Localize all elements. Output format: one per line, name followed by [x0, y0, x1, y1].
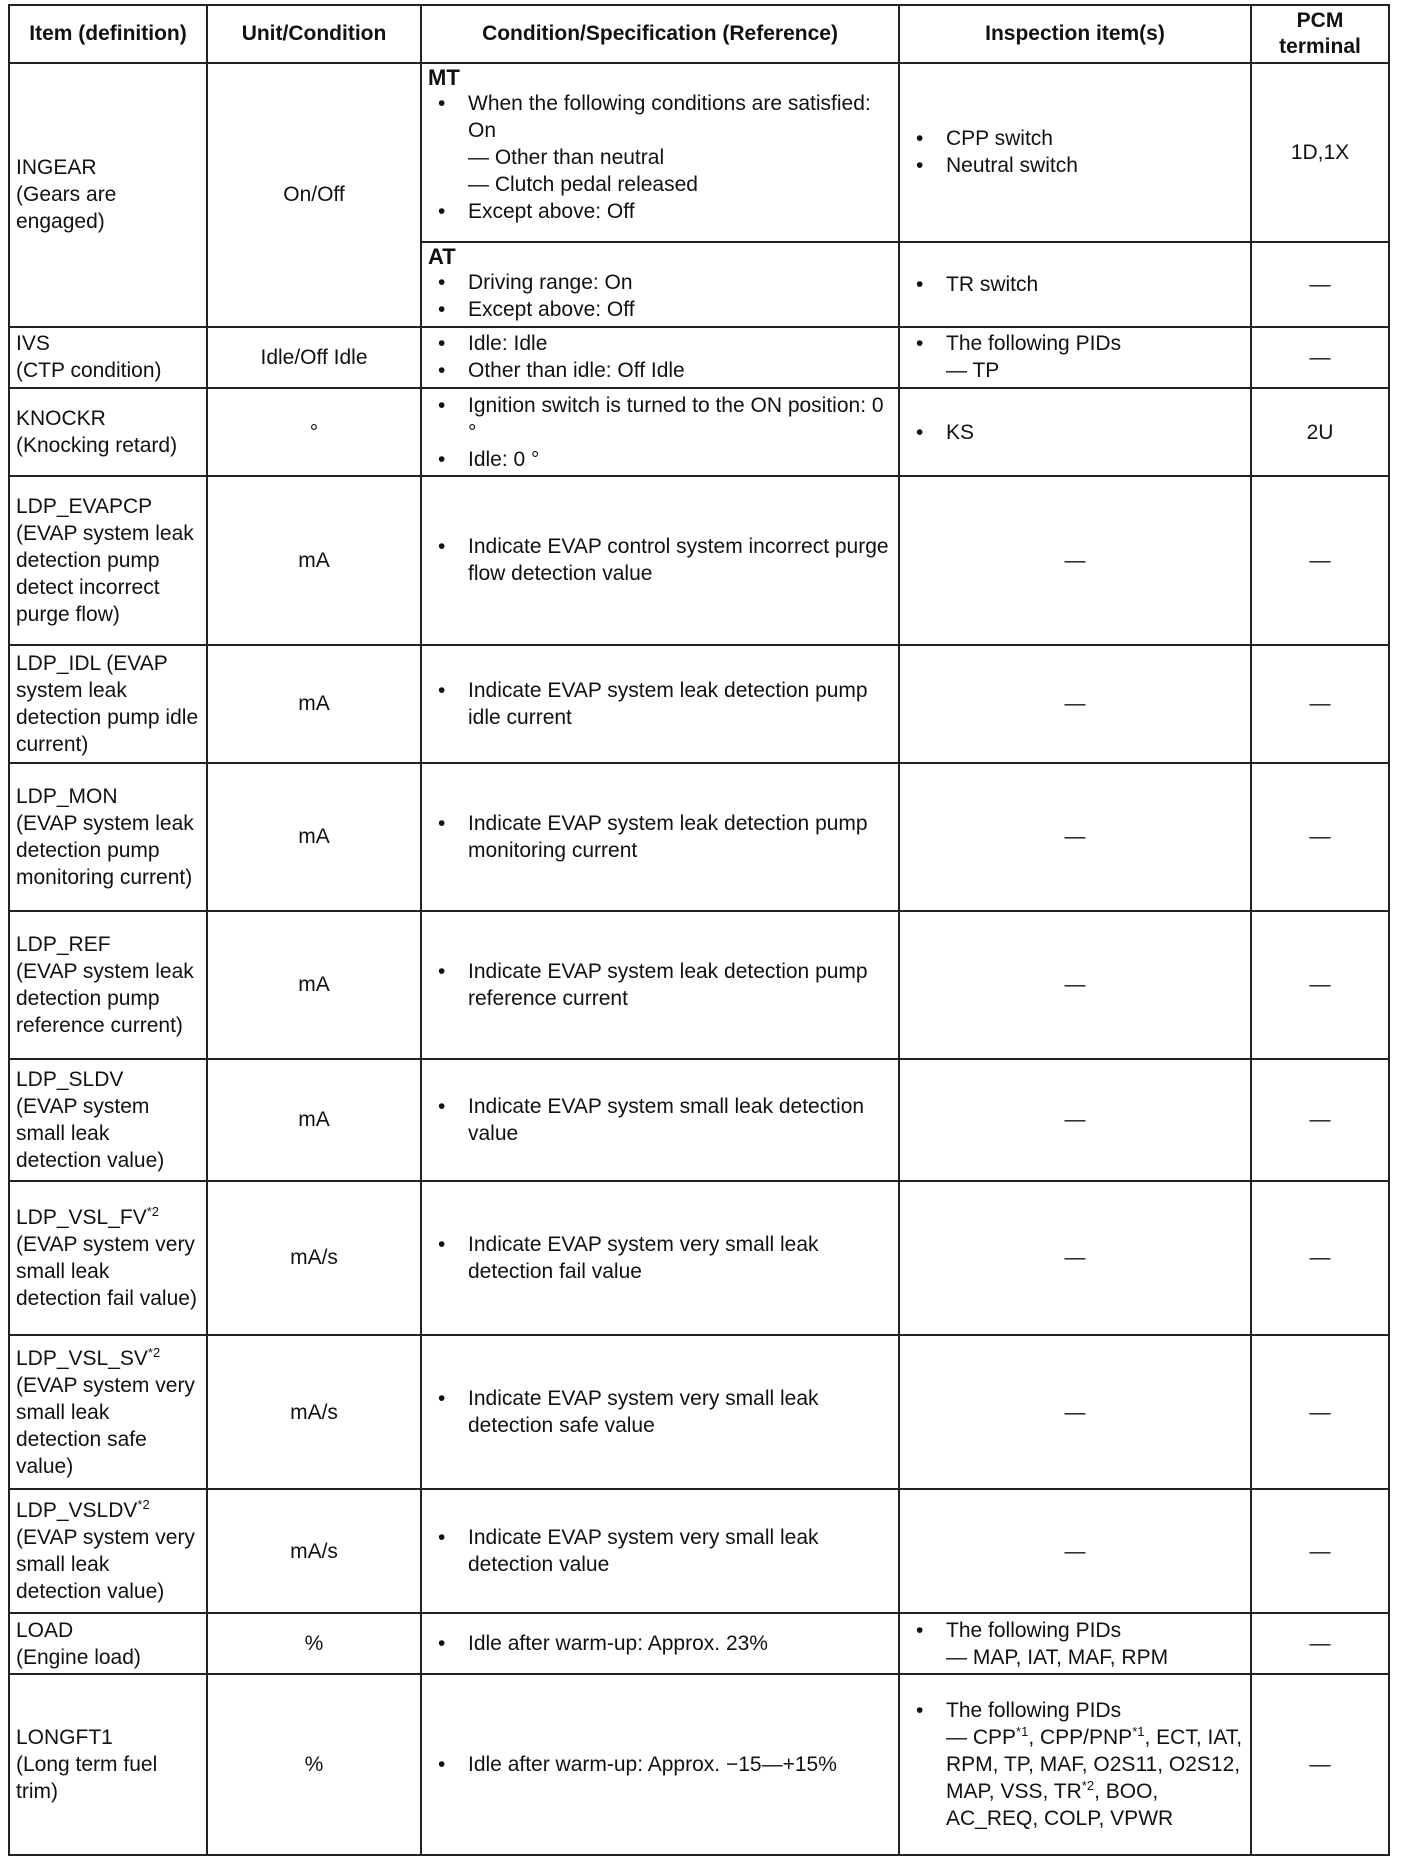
bullet-item: • Idle: 0 ° [428, 446, 892, 473]
condition-load [421, 1613, 899, 1674]
pcm-ldp-mon: — [1251, 763, 1389, 911]
table-row [9, 1674, 1389, 1855]
item-definition: (EVAP system very small leak detection fail value) [16, 1232, 197, 1310]
bullet-item: • Indicate EVAP system very small leak detection safe value [428, 1385, 892, 1439]
table-row [9, 1489, 1389, 1613]
inspection-ldp-idl: — [899, 645, 1251, 763]
table-row [9, 911, 1389, 1059]
condition-ldp-idl [421, 645, 899, 763]
bullet-item: • KS [906, 419, 1244, 446]
pcm-ldp-idl: — [1251, 645, 1389, 763]
table-row [9, 63, 1389, 242]
unit-ivs: Idle/Off Idle [207, 327, 421, 388]
bullet-item: • Except above: Off [428, 198, 892, 225]
unit-ldp-vsl-sv: mA/s [207, 1335, 421, 1489]
sub-item: — Clutch pedal released [468, 173, 698, 196]
item-ldp-vsl-fv [9, 1181, 207, 1335]
item-longft1: LONGFT1 (Long term fuel trim) [9, 1674, 207, 1855]
item-code: LDP_VSL_FV [16, 1205, 147, 1229]
sub-item: — MAP, IAT, MAF, RPM [946, 1645, 1169, 1669]
unit-ldp-mon: mA [207, 763, 421, 911]
table-row [9, 1335, 1389, 1489]
unit-ldp-sldv: mA [207, 1059, 421, 1181]
header-unit: Unit/Condition [207, 5, 421, 63]
table-row [9, 1613, 1389, 1674]
inspection-load [899, 1613, 1251, 1674]
condition-ldp-vsldv [421, 1489, 899, 1613]
pcm-ingear-mt: 1D,1X [1251, 63, 1389, 242]
sub-item: — TP [946, 359, 1000, 383]
sub-item: — Other than neutral [468, 146, 665, 169]
bullet-item: • The following PIDs — TP [906, 330, 1244, 384]
condition-ldp-vsl-fv [421, 1181, 899, 1335]
mt-heading: MT [428, 65, 460, 90]
bullet-item: • Indicate EVAP system very small leak detection fail value [428, 1231, 892, 1285]
inspection-ingear-at [899, 242, 1251, 327]
header-condition: Condition/Specification (Reference) [421, 5, 899, 63]
unit-ldp-evapcp: mA [207, 476, 421, 645]
footnote-mark: *2 [147, 1344, 161, 1360]
condition-ldp-sldv [421, 1059, 899, 1181]
item-ldp-mon: LDP_MON (EVAP system leak detection pump monitoring current) [9, 763, 207, 911]
table-row [9, 1059, 1389, 1181]
inspection-longft1 [899, 1674, 1251, 1855]
condition-ivs [421, 327, 899, 388]
pcm-ldp-ref: — [1251, 911, 1389, 1059]
unit-load: % [207, 1613, 421, 1674]
bullet-item: • Indicate EVAP system leak detection pump monitoring current [428, 810, 892, 864]
inspection-ingear-mt [899, 63, 1251, 242]
inspection-ldp-vsldv: — [899, 1489, 1251, 1613]
item-ldp-idl: LDP_IDL (EVAP system leak detection pump idle current) [9, 645, 207, 763]
bullet-item: • Driving range: On [428, 269, 892, 296]
item-ldp-evapcp: LDP_EVAPCP (EVAP system leak detection pump detect incorrect purge flow) [9, 476, 207, 645]
bullet-item: • Indicate EVAP system leak detection pump idle current [428, 677, 892, 731]
condition-ldp-ref [421, 911, 899, 1059]
unit-longft1: % [207, 1674, 421, 1855]
inspection-ldp-vsl-fv: — [899, 1181, 1251, 1335]
inspection-ldp-evapcp: — [899, 476, 1251, 645]
item-definition: (EVAP system very small leak detection value) [16, 1526, 195, 1604]
header-item: Item (definition) [9, 5, 207, 63]
pcm-ldp-vsl-sv: — [1251, 1335, 1389, 1489]
sub-item: — CPP$^{*1}$, CPP/PNP$^{*1}$, ECT, IAT, RPM, TP, MAF, O2S11, O2S12, MAP, VSS, TR$^{*2}$, BOO, AC_REQ, COLP, VPWR [946, 1724, 1243, 1831]
bullet-item: • Ignition switch is turned to the ON position: 0 ° [428, 392, 892, 446]
table-row [9, 388, 1389, 476]
table-row [9, 645, 1389, 763]
bullet-item: • CPP switch [906, 125, 1244, 152]
item-code: LDP_VSLDV [16, 1499, 138, 1523]
bullet-item: • Indicate EVAP system very small leak detection value [428, 1524, 892, 1578]
footnote-mark: *2 [146, 1203, 160, 1219]
condition-ldp-evapcp [421, 476, 899, 645]
pcm-ldp-vsldv: — [1251, 1489, 1389, 1613]
footnote-mark: *2 [137, 1497, 150, 1513]
item-ldp-vsldv [9, 1489, 207, 1613]
item-definition: (EVAP system very small leak detection safe value) [16, 1373, 195, 1478]
bullet-item: • Indicate EVAP system leak detection pump reference current [428, 958, 892, 1012]
item-ingear: INGEAR (Gears are engaged) [9, 63, 207, 327]
inspection-ldp-sldv: — [899, 1059, 1251, 1181]
bullet-item: • Except above: Off [428, 296, 892, 323]
table-row [9, 1181, 1389, 1335]
item-ivs: IVS (CTP condition) [9, 327, 207, 388]
bullet-item: • Idle: Idle [428, 330, 892, 357]
at-heading: AT [428, 243, 456, 269]
inspection-ldp-ref: — [899, 911, 1251, 1059]
bullet-item: • Neutral switch [906, 152, 1244, 179]
item-knockr: KNOCKR (Knocking retard) [9, 388, 207, 476]
header-row [9, 5, 1389, 63]
table-row [9, 763, 1389, 911]
inspection-ldp-vsl-sv: — [899, 1335, 1251, 1489]
bullet-item: • The following PIDs — MAP, IAT, MAF, RPM [906, 1617, 1244, 1671]
condition-ldp-vsl-sv [421, 1335, 899, 1489]
pcm-ivs: — [1251, 327, 1389, 388]
pcm-ldp-vsl-fv: — [1251, 1181, 1389, 1335]
pcm-load: — [1251, 1613, 1389, 1674]
unit-knockr: ° [207, 388, 421, 476]
condition-knockr [421, 388, 899, 476]
bullet-item: • When the following conditions are satisfied: On — Other than neutral — Clutch pedal released [428, 90, 892, 198]
condition-ingear-at [421, 242, 899, 327]
bullet-item: • Other than idle: Off Idle [428, 357, 892, 384]
bullet-item: • TR switch [906, 271, 1244, 298]
condition-ingear-mt [421, 63, 899, 242]
header-pcm: PCM terminal [1251, 5, 1389, 63]
bullet-item: • Idle after warm-up: Approx. −15—+15% [428, 1751, 892, 1778]
condition-longft1 [421, 1674, 899, 1855]
item-ldp-ref: LDP_REF (EVAP system leak detection pump reference current) [9, 911, 207, 1059]
pcm-ldp-evapcp: — [1251, 476, 1389, 645]
inspection-knockr [899, 388, 1251, 476]
pid-spec-table [8, 4, 1390, 1856]
bullet-item: • Idle after warm-up: Approx. 23% [428, 1630, 892, 1657]
unit-ldp-ref: mA [207, 911, 421, 1059]
pcm-ingear-at: — [1251, 242, 1389, 327]
pcm-knockr: 2U [1251, 388, 1389, 476]
condition-ldp-mon [421, 763, 899, 911]
header-inspection: Inspection item(s) [899, 5, 1251, 63]
inspection-ivs [899, 327, 1251, 388]
bullet-item: • Indicate EVAP control system incorrect purge flow detection value [428, 533, 892, 587]
pcm-longft1: — [1251, 1674, 1389, 1855]
inspection-ldp-mon: — [899, 763, 1251, 911]
unit-ldp-vsl-fv: mA/s [207, 1181, 421, 1335]
item-ldp-sldv: LDP_SLDV (EVAP system small leak detection value) [9, 1059, 207, 1181]
unit-ingear: On/Off [207, 63, 421, 327]
table-row [9, 476, 1389, 645]
bullet-item: • Indicate EVAP system small leak detection value [428, 1093, 892, 1147]
bullet-item: • The following PIDs — CPP$^{*1}$, CPP/PNP$^{*1}$, ECT, IAT, RPM, TP, MAF, O2S11, O2S12, MAP, VSS, TR$^{*2}$, BOO, AC_REQ, COLP, VPWR [906, 1697, 1244, 1832]
unit-ldp-vsldv: mA/s [207, 1489, 421, 1613]
item-code: LDP_VSL_SV [16, 1346, 148, 1370]
unit-ldp-idl: mA [207, 645, 421, 763]
pcm-ldp-sldv: — [1251, 1059, 1389, 1181]
table-row [9, 327, 1389, 388]
item-ldp-vsl-sv [9, 1335, 207, 1489]
item-load: LOAD (Engine load) [9, 1613, 207, 1674]
